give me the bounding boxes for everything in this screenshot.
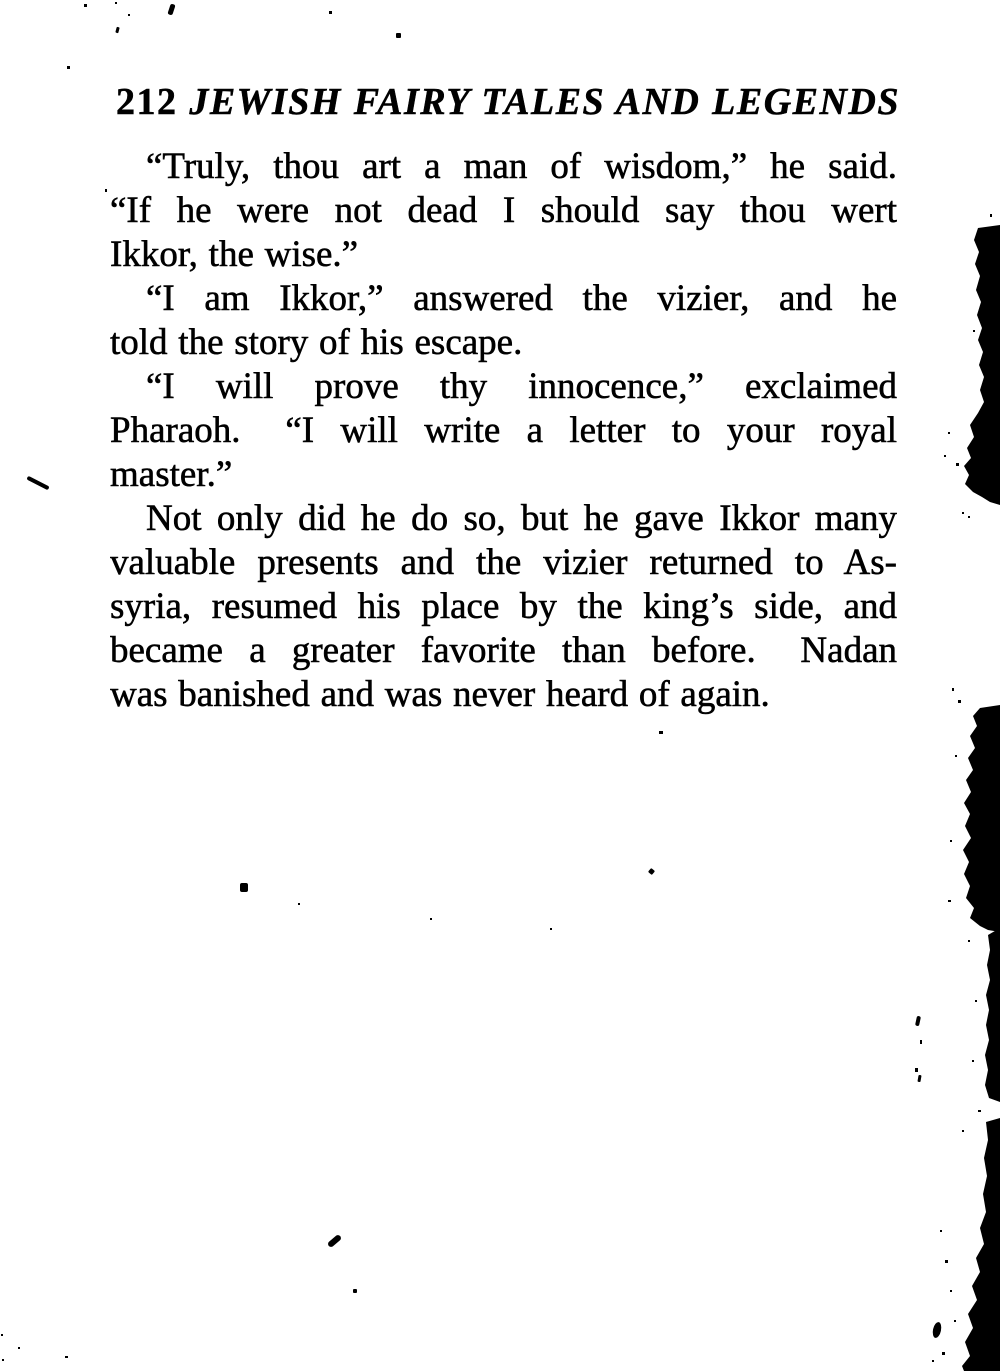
scan-speck: [128, 14, 130, 16]
text-line: was banished and was never heard of again.: [110, 674, 770, 715]
text-line: Not only did he do so, but he gave Ikkor many: [146, 498, 897, 539]
scan-speck: [1, 1334, 3, 1336]
text-line: “Truly, thou art a man of wisdom,” he said.: [146, 146, 897, 187]
book-title: JEWISH FAIRY TALES AND LEGENDS: [189, 82, 900, 123]
text-line: master.”: [110, 454, 233, 495]
text-line: “I will prove thy innocence,” exclaimed: [146, 366, 897, 407]
scan-speck: [550, 928, 552, 930]
scan-speck: [105, 189, 107, 192]
scan-speck: [115, 27, 119, 34]
text-line: Ikkor, the wise.”: [110, 234, 359, 275]
scan-speck: [65, 1356, 68, 1358]
scan-speck: [920, 1040, 922, 1044]
scan-speck: [430, 918, 432, 920]
scan-speck: [2, 1359, 4, 1361]
scan-speck: [353, 1289, 357, 1293]
scan-speck: [115, 2, 117, 4]
scan-speck: [167, 3, 175, 15]
text-line: Pharaoh. “I will write a letter to your royal: [110, 410, 897, 451]
scan-speck: [240, 883, 248, 892]
scan-speck: [84, 4, 87, 7]
text-line: “If he were not dead I should say thou wert: [110, 190, 897, 231]
body-text: [110, 145, 897, 717]
running-head: [116, 82, 900, 126]
scan-speck: [659, 731, 663, 734]
scan-speck: [26, 476, 49, 490]
scan-artifact-right-edge: [920, 0, 1000, 1371]
scan-speck: [329, 11, 332, 14]
text-line: “I am Ikkor,” answered the vizier, and he: [146, 278, 897, 319]
text-line: syria, resumed his place by the king’s side, and: [110, 586, 897, 627]
text-line: told the story of his escape.: [110, 322, 523, 363]
scan-speck: [18, 1347, 20, 1349]
scan-speck: [648, 868, 655, 875]
scan-speck: [396, 33, 401, 38]
scan-speck: [327, 1234, 342, 1248]
scan-speck: [298, 903, 300, 905]
scan-speck: [915, 1068, 918, 1072]
text-line: became a greater favorite than before. Nadan: [110, 630, 897, 671]
scan-speck: [67, 66, 70, 69]
page-number: 212: [116, 82, 178, 123]
text-line: valuable presents and the vizier returned to As-: [110, 542, 897, 583]
